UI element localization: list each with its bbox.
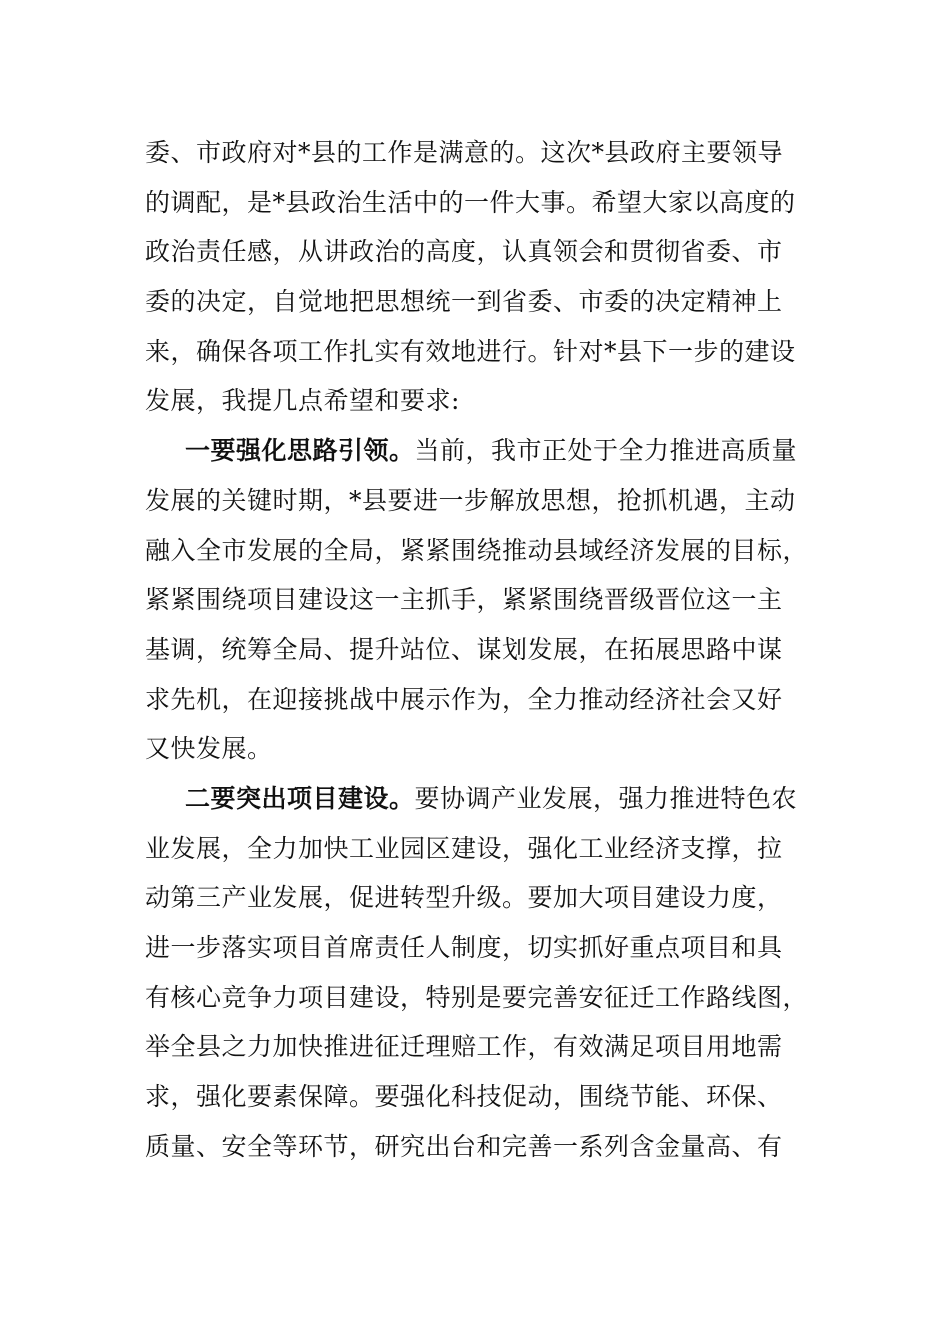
text-line: 发展的关键时期，*县要进一步解放思想，抢抓机遇，主动 (145, 485, 796, 515)
text-line: 基调，统筹全局、提升站位、谋划发展，在拓展思路中谋 (145, 634, 783, 664)
text-line: 求先机，在迎接挑战中展示作为，全力推动经济社会又好 (145, 684, 783, 714)
document-body (145, 128, 809, 1171)
section-heading: 一要强化思路引领。 (185, 436, 415, 466)
text-line: 求，强化要素保障。要强化科技促动，围绕节能、环保、 (145, 1082, 783, 1112)
text-line: 举全县之力加快推进征迁理赔工作，有效满足项目用地需 (145, 1032, 783, 1062)
text-line: 动第三产业发展，促进转型升级。要加大项目建设力度， (145, 883, 783, 913)
paragraph-2 (145, 426, 809, 774)
text-line: 的调配，是*县政治生活中的一件大事。希望大家以高度的 (145, 187, 796, 217)
text-line (145, 774, 800, 824)
text-line: 发展，我提几点希望和要求: (145, 386, 460, 416)
paragraph-1 (145, 128, 800, 426)
text-line (145, 426, 800, 476)
paragraph-3 (145, 774, 809, 1172)
text-line: 紧紧围绕项目建设这一主抓手，紧紧围绕晋级晋位这一主 (145, 585, 783, 615)
text-line: 政治责任感，从讲政治的高度，认真领会和贯彻省委、市 (145, 237, 783, 267)
text-line: 质量、安全等环节，研究出台和完善一系列含金量高、有 (145, 1131, 783, 1161)
text-line: 来，确保各项工作扎实有效地进行。针对*县下一步的建设 (145, 336, 796, 366)
text-run: 要协调产业发展，强力推进特色农 (414, 783, 798, 813)
text-line: 业发展，全力加快工业园区建设，强化工业经济支撑，拉 (145, 833, 783, 863)
text-line: 进一步落实项目首席责任人制度，切实抓好重点项目和具 (145, 933, 783, 962)
text-line: 委的决定，自觉地把思想统一到省委、市委的决定精神上 (145, 287, 783, 317)
text-line: 委、市政府对*县的工作是满意的。这次*县政府主要领导 (145, 138, 784, 167)
text-line: 有核心竞争力项目建设，特别是要完善安征迁工作路线图， (145, 982, 809, 1012)
section-heading: 二要突出项目建设。 (185, 783, 415, 813)
text-line: 又快发展。 (145, 734, 273, 764)
text-line: 融入全市发展的全局，紧紧围绕推动县域经济发展的目标， (145, 535, 809, 565)
text-run: 当前，我市正处于全力推进高质量 (414, 436, 798, 466)
